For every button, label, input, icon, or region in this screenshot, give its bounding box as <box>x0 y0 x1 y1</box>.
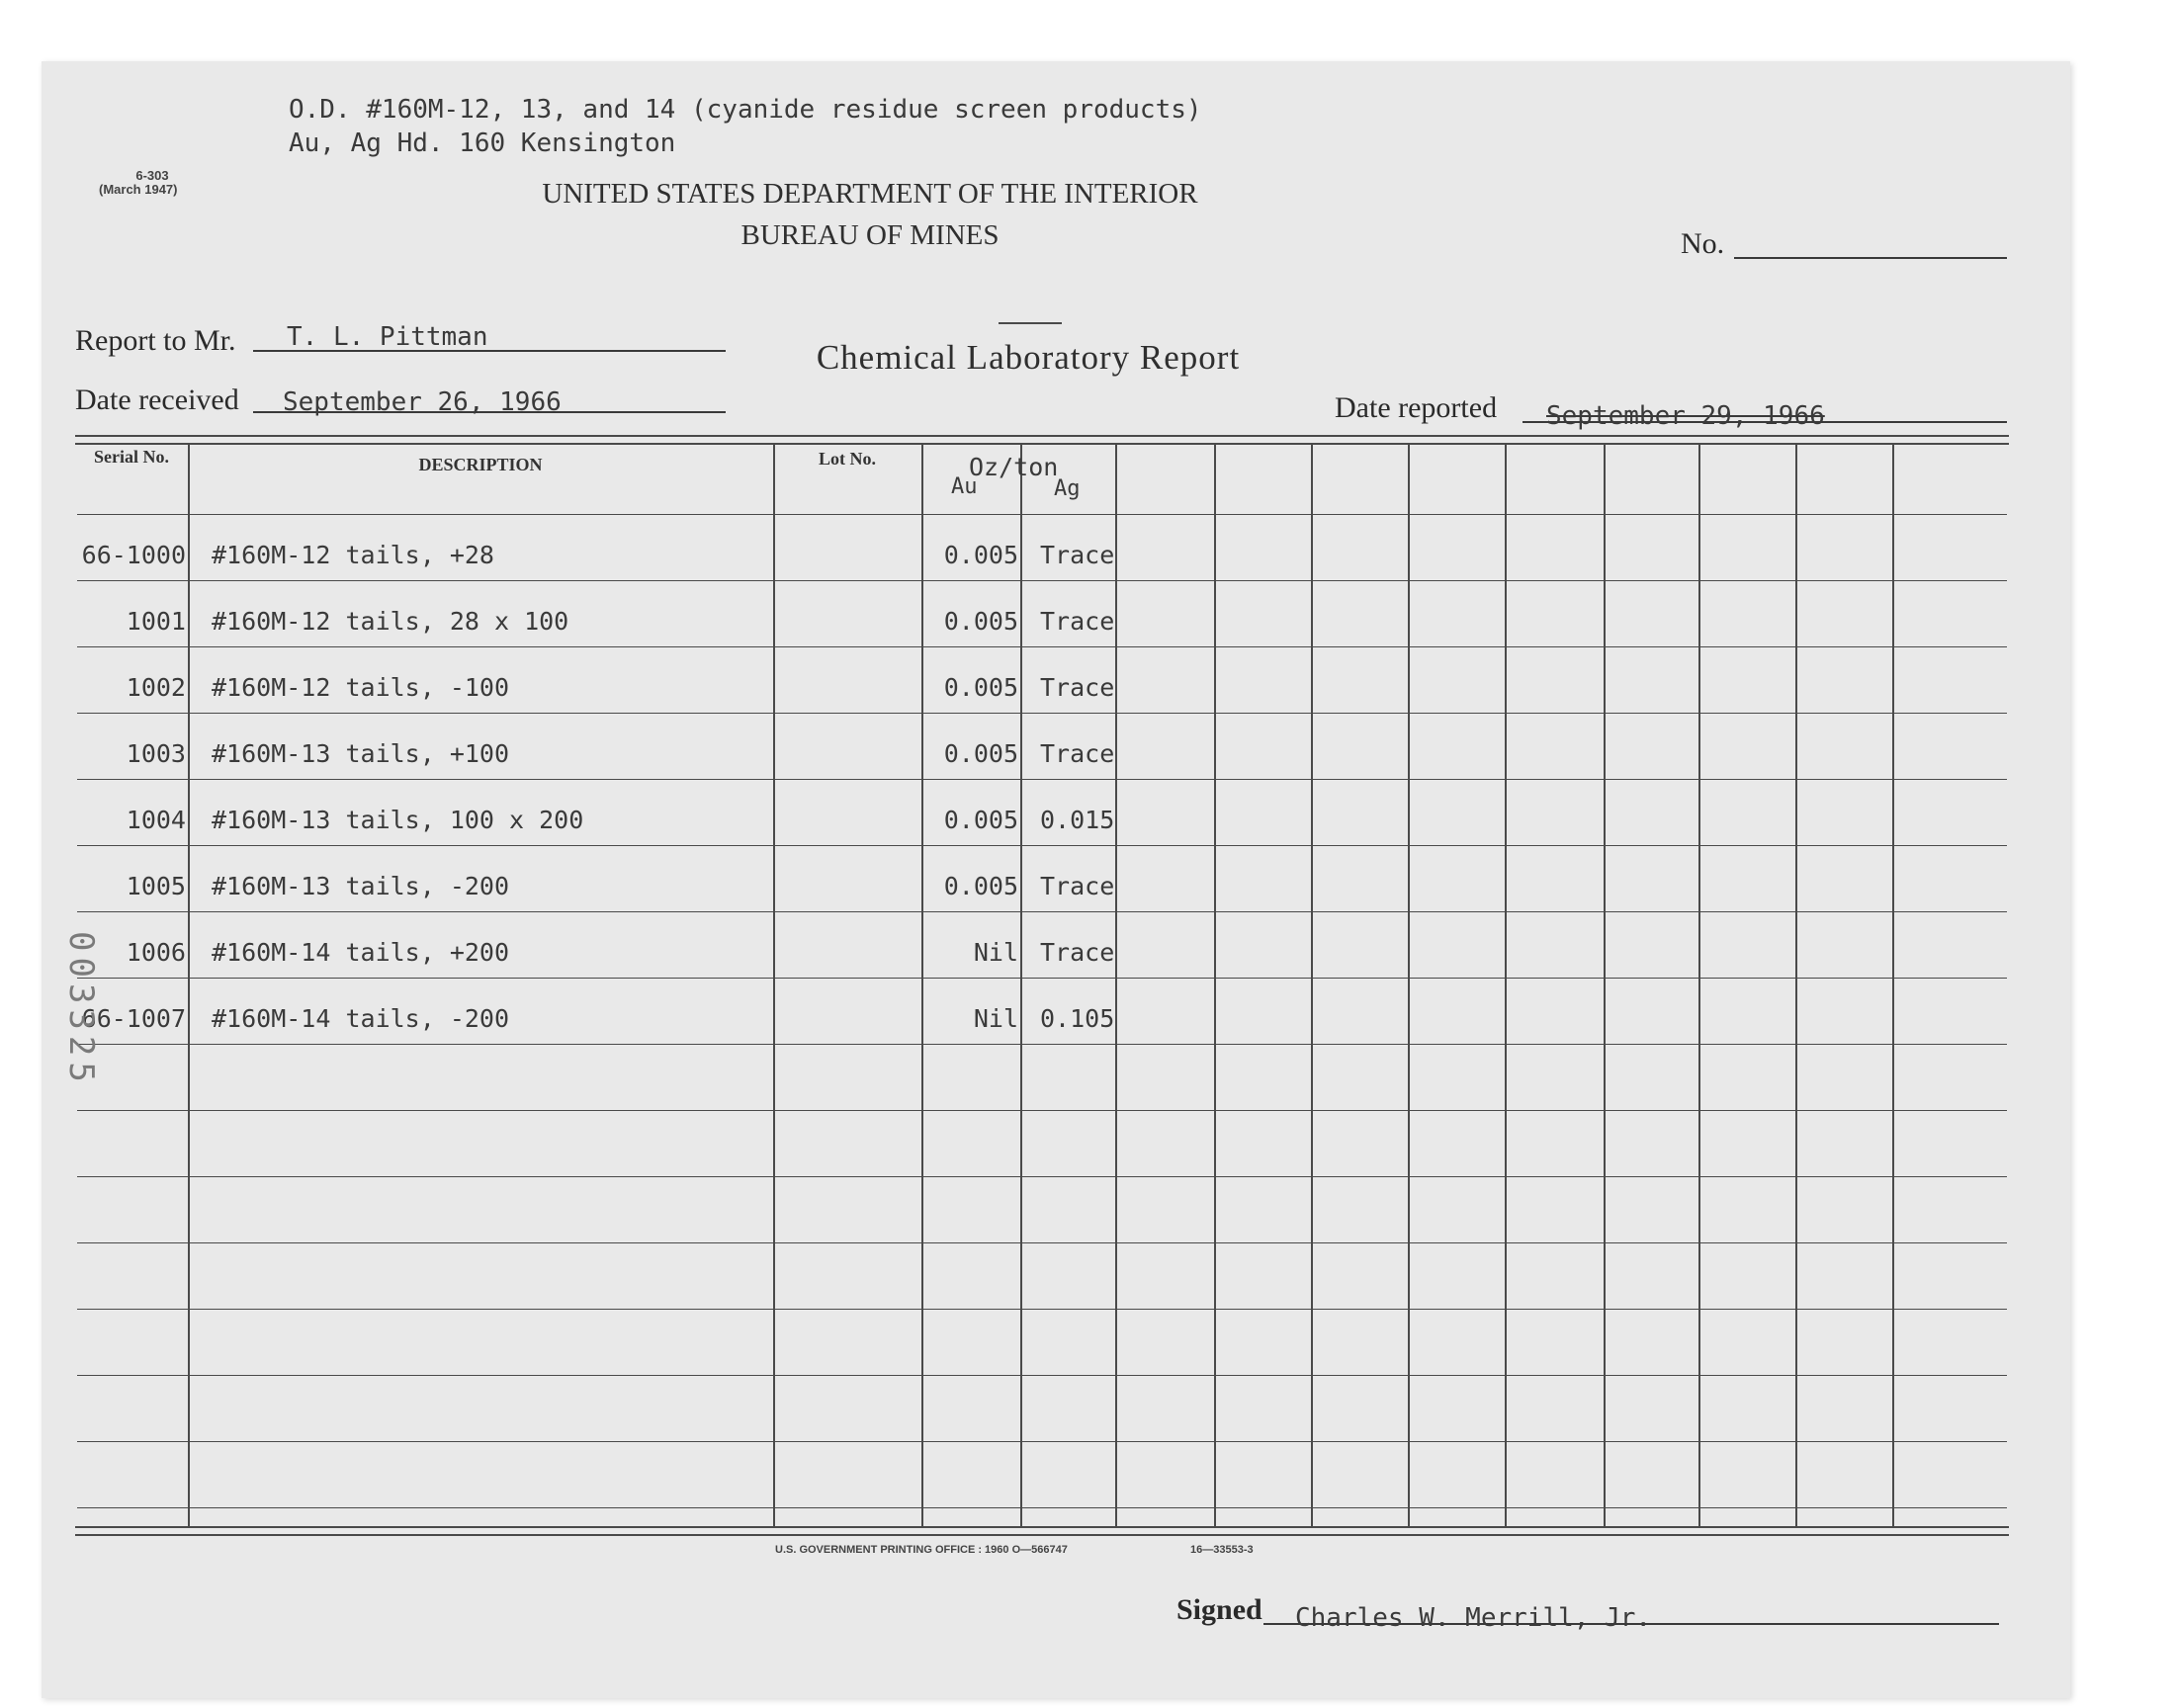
row-rule <box>77 580 2007 581</box>
ag-cell: Trace <box>1040 673 1115 702</box>
report-title: Chemical Laboratory Report <box>816 338 1241 377</box>
col-line <box>1795 445 1797 1526</box>
row-rule <box>77 1375 2007 1376</box>
row-rule <box>77 911 2007 912</box>
title-rule <box>999 322 1062 324</box>
date-reported-value: September 29, 1966 <box>1546 401 1825 431</box>
col-line <box>1408 445 1410 1526</box>
no-label: No. <box>1681 227 1725 260</box>
ag-cell: 0.105 <box>1040 1004 1115 1033</box>
table-top-rule-2 <box>75 443 2009 445</box>
row-rule <box>77 646 2007 647</box>
date-received-value: September 26, 1966 <box>283 387 562 417</box>
row-rule <box>77 1242 2007 1243</box>
au-cell: 0.005 <box>943 673 1018 702</box>
row-rule <box>77 1441 2007 1442</box>
au-cell: 0.005 <box>943 607 1018 636</box>
form-code: 16—33553-3 <box>1190 1544 1254 1556</box>
typed-reference-line: O.D. #160M-12, 13, and 14 (cyanide residue screen products) <box>289 95 1202 125</box>
au-cell: 0.005 <box>943 806 1018 834</box>
serial-header: Serial No. <box>94 447 169 467</box>
row-rule <box>77 978 2007 979</box>
col-line <box>1698 445 1700 1526</box>
typed-sample-line: Au, Ag Hd. 160 Kensington <box>289 128 676 158</box>
serial-cell: 1006 <box>126 938 186 967</box>
serial-cell: 1003 <box>126 739 186 768</box>
au-cell: Nil <box>973 938 1018 967</box>
row-rule <box>77 514 2007 515</box>
col-line <box>1892 445 1894 1526</box>
row-rule <box>77 1507 2007 1508</box>
no-field <box>1734 257 2007 259</box>
au-cell: 0.005 <box>943 872 1018 900</box>
serial-cell: 66-1007 <box>81 1004 186 1033</box>
report-to-label: Report to Mr. <box>75 324 236 357</box>
table-bottom-rule-2 <box>75 1534 2009 1536</box>
report-form <box>42 61 2070 1698</box>
table-top-rule <box>75 435 2009 437</box>
serial-cell: 1004 <box>126 806 186 834</box>
row-rule <box>77 1044 2007 1045</box>
row-rule <box>77 845 2007 846</box>
col-line <box>921 445 923 1526</box>
col-line <box>188 445 190 1526</box>
oz-ton-header: Oz/ton <box>969 453 1059 481</box>
description-cell: #160M-14 tails, +200 <box>212 938 510 967</box>
col-line <box>1115 445 1117 1526</box>
row-rule <box>77 1309 2007 1310</box>
signature-value: Charles W. Merrill, Jr. <box>1295 1603 1652 1633</box>
lot-header: Lot No. <box>819 449 876 469</box>
ag-cell: Trace <box>1040 938 1115 967</box>
ag-cell: Trace <box>1040 541 1115 569</box>
signed-label: Signed <box>1176 1593 1262 1626</box>
col-line <box>1505 445 1507 1526</box>
serial-cell: 1002 <box>126 673 186 702</box>
form-date: (March 1947) <box>99 182 178 197</box>
col-line <box>1311 445 1313 1526</box>
serial-cell: 66-1000 <box>81 541 186 569</box>
row-rule <box>77 1176 2007 1177</box>
au-cell: 0.005 <box>943 739 1018 768</box>
printing-office: U.S. GOVERNMENT PRINTING OFFICE : 1960 O—566747 <box>775 1544 1068 1556</box>
description-cell: #160M-13 tails, 100 x 200 <box>212 806 584 834</box>
col-line <box>1604 445 1606 1526</box>
description-header: DESCRIPTION <box>418 455 543 474</box>
au-header: Au <box>951 474 978 499</box>
form-number: 6-303 <box>135 168 169 183</box>
table-bottom-rule <box>75 1526 2009 1528</box>
description-cell: #160M-12 tails, -100 <box>212 673 510 702</box>
row-rule <box>77 1110 2007 1111</box>
col-line <box>773 445 775 1526</box>
ag-cell: 0.015 <box>1040 806 1115 834</box>
description-cell: #160M-12 tails, 28 x 100 <box>212 607 569 636</box>
ag-cell: Trace <box>1040 739 1115 768</box>
serial-cell: 1001 <box>126 607 186 636</box>
description-cell: #160M-13 tails, +100 <box>212 739 510 768</box>
col-line <box>1214 445 1216 1526</box>
ag-header: Ag <box>1054 476 1081 501</box>
ag-cell: Trace <box>1040 872 1115 900</box>
department-title: UNITED STATES DEPARTMENT OF THE INTERIOR <box>542 178 1198 210</box>
date-received-label: Date received <box>75 384 239 416</box>
report-to-value: T. L. Pittman <box>287 322 488 352</box>
au-cell: 0.005 <box>943 541 1018 569</box>
description-cell: #160M-14 tails, -200 <box>212 1004 510 1033</box>
col-line <box>1020 445 1022 1526</box>
date-reported-label: Date reported <box>1335 391 1498 424</box>
row-rule <box>77 713 2007 714</box>
au-cell: Nil <box>973 1004 1018 1033</box>
description-cell: #160M-12 tails, +28 <box>212 541 494 569</box>
ag-cell: Trace <box>1040 607 1115 636</box>
row-rule <box>77 779 2007 780</box>
description-cell: #160M-13 tails, -200 <box>212 872 510 900</box>
serial-cell: 1005 <box>126 872 186 900</box>
archive-stamp: 003325 <box>61 931 101 1088</box>
bureau-title: BUREAU OF MINES <box>740 219 1000 251</box>
